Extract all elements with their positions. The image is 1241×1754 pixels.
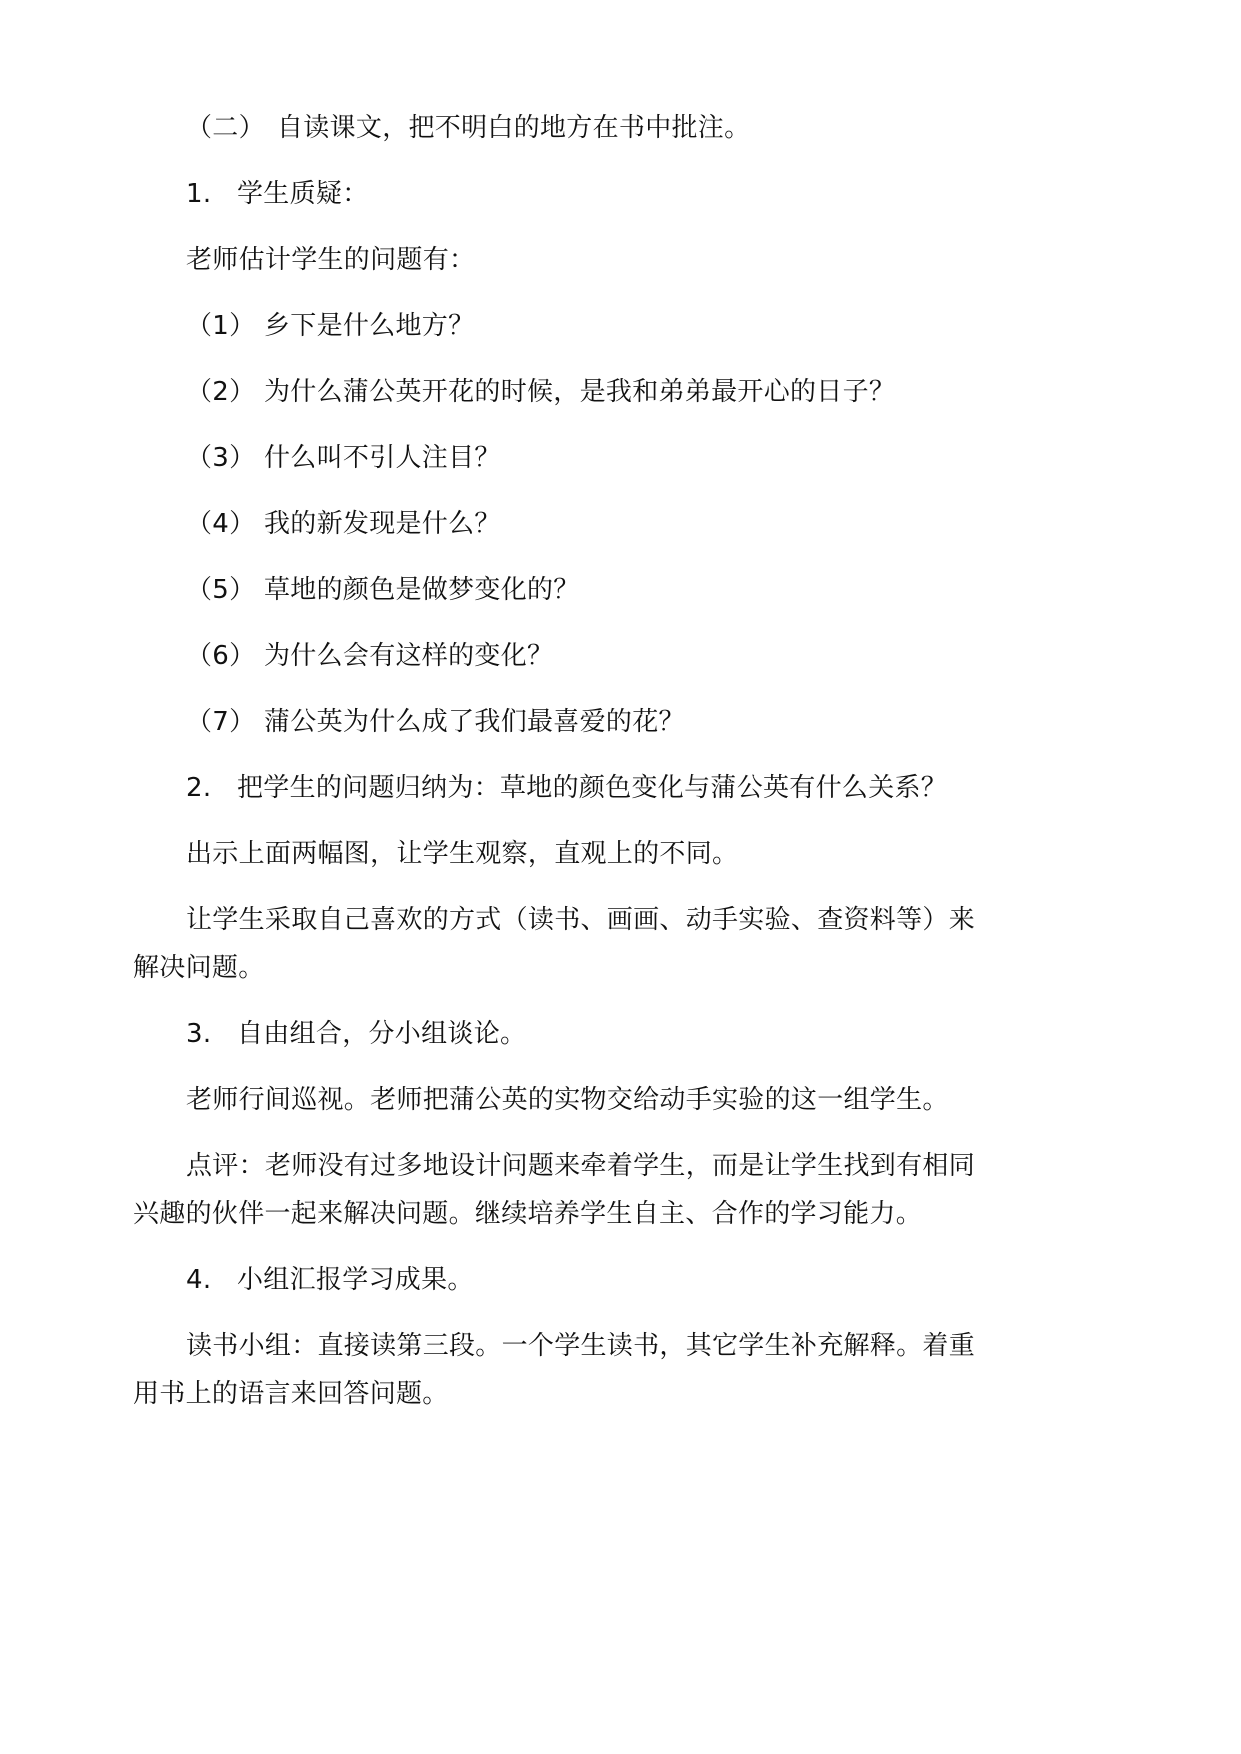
list-number: （2） [186, 377, 256, 407]
section-heading [133, 104, 975, 152]
question-item [133, 434, 975, 482]
paragraph-line: 解决问题。 [133, 953, 265, 983]
paragraph-line: 兴趣的伙伴一起来解决问题。继续培养学生自主、合作的学习能力。 [133, 1199, 923, 1229]
comment-paragraph [133, 1142, 975, 1238]
paragraph-line: 点评：老师没有过多地设计问题来牵着学生，而是让学生找到有相同 [186, 1151, 975, 1181]
paragraph [133, 896, 975, 992]
list-number: 2. [186, 773, 212, 803]
paragraph-text: 出示上面两幅图，让学生观察，直观上的不同。 [186, 839, 739, 869]
list-number: 3. [186, 1019, 212, 1049]
section-title: 自读课文，把不明白的地方在书中批注。 [277, 113, 751, 143]
paragraph-line: 读书小组：直接读第三段。一个学生读书，其它学生补充解释。着重 [186, 1331, 975, 1361]
paragraph-line: 用书上的语言来回答问题。 [133, 1379, 449, 1409]
numbered-paragraph [133, 170, 975, 218]
paragraph [133, 1322, 975, 1418]
question-item [133, 632, 975, 680]
paragraph-line [133, 368, 975, 416]
question-item [133, 500, 975, 548]
paragraph-text: 自由组合，分小组谈论。 [237, 1019, 527, 1049]
paragraph-line [133, 698, 975, 746]
paragraph-text: 老师估计学生的问题有： [186, 245, 476, 275]
list-number: （1） [186, 311, 256, 341]
question-text: 乡下是什么地方？ [264, 311, 475, 341]
paragraph-line [133, 434, 975, 482]
document-page [133, 104, 975, 1436]
list-number: （6） [186, 641, 256, 671]
paragraph-line [133, 632, 975, 680]
question-item [133, 368, 975, 416]
numbered-paragraph [133, 1256, 975, 1304]
paragraph-text: 把学生的问题归纳为：草地的颜色变化与蒲公英有什么关系？ [237, 773, 948, 803]
paragraph-text: 小组汇报学习成果。 [237, 1265, 474, 1295]
paragraph [133, 830, 975, 878]
question-text: 我的新发现是什么？ [264, 509, 501, 539]
paragraph-line [133, 170, 975, 218]
paragraph-line [133, 1256, 975, 1304]
question-text: 草地的颜色是做梦变化的？ [264, 575, 580, 605]
list-number: （7） [186, 707, 256, 737]
list-number: （3） [186, 443, 256, 473]
paragraph-text: 老师行间巡视。老师把蒲公英的实物交给动手实验的这一组学生。 [186, 1085, 949, 1115]
question-item [133, 566, 975, 614]
list-number: （4） [186, 509, 256, 539]
question-text: 蒲公英为什么成了我们最喜爱的花？ [264, 707, 685, 737]
paragraph-text: 学生质疑： [237, 179, 369, 209]
section-number: （二） [186, 113, 265, 143]
list-number: 4. [186, 1265, 212, 1295]
paragraph [133, 236, 975, 284]
paragraph-line [133, 764, 975, 812]
paragraph-line [133, 1010, 975, 1058]
paragraph-line [133, 566, 975, 614]
question-text: 为什么会有这样的变化？ [264, 641, 554, 671]
question-text: 为什么蒲公英开花的时候，是我和弟弟最开心的日子？ [264, 377, 896, 407]
question-item [133, 698, 975, 746]
paragraph-line: 让学生采取自己喜欢的方式（读书、画画、动手实验、查资料等）来 [186, 905, 975, 935]
paragraph-line [133, 500, 975, 548]
numbered-paragraph [133, 1010, 975, 1058]
list-number: 1. [186, 179, 212, 209]
question-text: 什么叫不引人注目？ [264, 443, 501, 473]
question-item [133, 302, 975, 350]
paragraph [133, 1076, 975, 1124]
paragraph-line [133, 302, 975, 350]
list-number: （5） [186, 575, 256, 605]
paragraph-line [133, 104, 975, 152]
numbered-paragraph [133, 764, 975, 812]
